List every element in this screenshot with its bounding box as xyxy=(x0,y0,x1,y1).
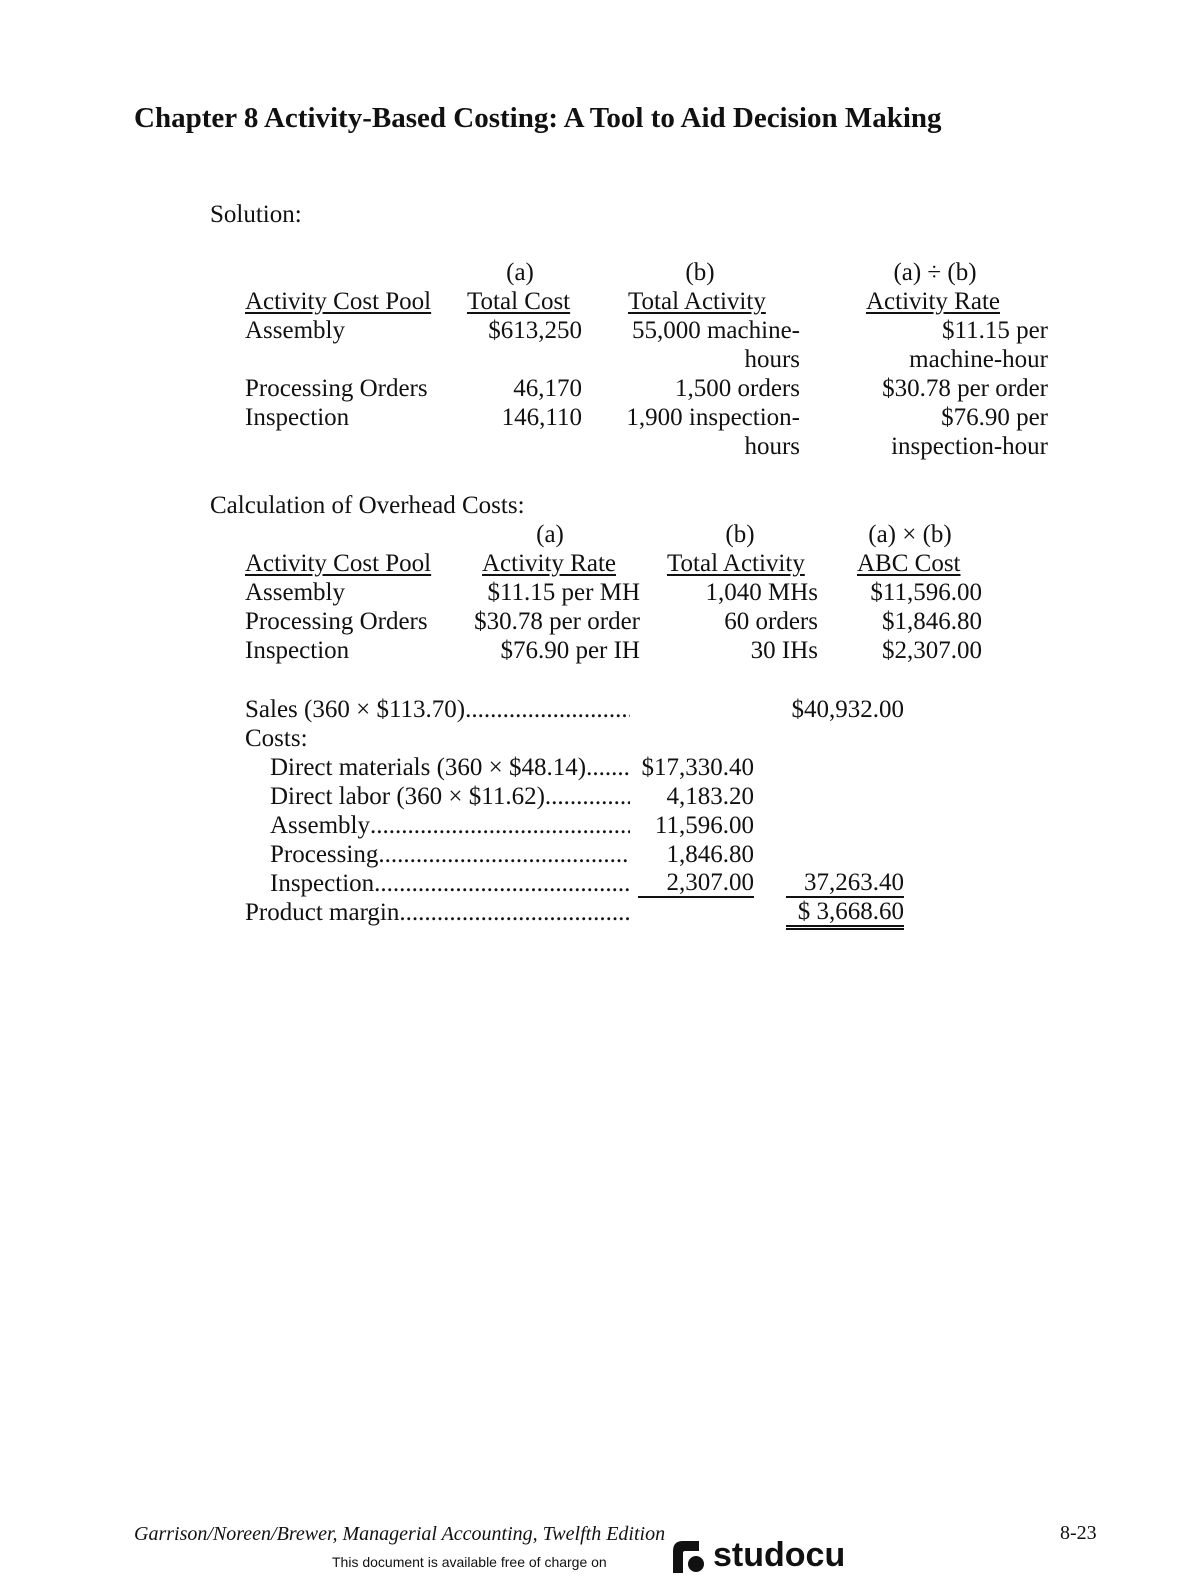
cost-line xyxy=(270,869,630,898)
table-row-activity: 55,000 machine- xyxy=(631,317,800,344)
availability-text: This document is available free of charge on xyxy=(332,1554,607,1570)
studocu-wordmark: studocu xyxy=(713,1536,846,1574)
cost-line-value: 1,846.80 xyxy=(666,841,754,868)
leader-dots xyxy=(586,753,630,782)
table-row-pool: Processing Orders xyxy=(245,608,428,635)
cost-line-value: 4,183.20 xyxy=(666,783,754,810)
sales-label: Sales (360 × $113.70) xyxy=(245,696,466,723)
cost-line-value: 2,307.00 xyxy=(638,869,754,898)
header-activity-cost-pool: Activity Cost Pool xyxy=(245,550,432,577)
cost-line-label: Assembly xyxy=(270,812,370,839)
margin-label: Product margin xyxy=(245,899,400,926)
margin-line xyxy=(245,898,630,927)
cost-line-label: Processing xyxy=(270,841,379,868)
table-row-pool: Assembly xyxy=(245,317,345,344)
table-row-rate: $11.15 per MH xyxy=(487,579,640,606)
table-row-activity: 30 IHs xyxy=(750,637,818,664)
leader-dots xyxy=(399,898,630,927)
table-row-pool: Inspection xyxy=(245,404,350,431)
margin-value: $ 3,668.60 xyxy=(786,898,904,930)
table-row-activity: 1,040 MHs xyxy=(705,579,818,606)
col-label-a-div-b: (a) ÷ (b) xyxy=(893,259,977,286)
cost-line-value: $17,330.40 xyxy=(641,754,754,781)
table-row-rate: $11.15 per xyxy=(942,317,1048,344)
studocu-logo[interactable] xyxy=(665,1536,845,1575)
leader-dots xyxy=(465,695,630,724)
table-row-activity: 1,900 inspection- xyxy=(626,404,800,431)
costs-label: Costs: xyxy=(245,725,308,752)
table-row-activity: 1,500 orders xyxy=(675,375,800,402)
header-activity-rate: Activity Rate xyxy=(482,550,616,577)
table-row-activity: 60 orders xyxy=(724,608,818,635)
cost-line-label: Inspection xyxy=(270,870,375,897)
table-row-cost: 46,170 xyxy=(513,375,582,402)
table-row-rate: $30.78 per order xyxy=(882,375,1048,402)
table-row-cost: 146,110 xyxy=(501,404,582,431)
table-row-cost: $11,596.00 xyxy=(870,579,982,606)
table-row-activity-cont: hours xyxy=(744,433,800,460)
page-number: 8-23 xyxy=(1060,1522,1097,1544)
header-activity-rate: Activity Rate xyxy=(866,288,1000,315)
sales-value: $40,932.00 xyxy=(791,696,904,723)
cost-line xyxy=(270,811,630,840)
table-row-pool: Processing Orders xyxy=(245,375,428,402)
leader-dots xyxy=(378,840,630,869)
sales-line xyxy=(245,695,630,724)
citation: Garrison/Noreen/Brewer, Managerial Accounting, Twelfth Edition xyxy=(134,1523,666,1545)
table-row-cost: $613,250 xyxy=(488,317,582,344)
header-abc-cost: ABC Cost xyxy=(857,550,961,577)
table-row-rate: $30.78 per order xyxy=(474,608,640,635)
cost-line-value: 11,596.00 xyxy=(654,812,754,839)
calc-label: Calculation of Overhead Costs: xyxy=(210,492,525,519)
cost-line xyxy=(270,753,630,782)
header-total-activity: Total Activity xyxy=(628,288,766,315)
table-row-activity-cont: hours xyxy=(744,346,800,373)
table-row-rate: $76.90 per xyxy=(941,404,1048,431)
solution-label: Solution: xyxy=(210,201,302,228)
header-total-activity: Total Activity xyxy=(667,550,805,577)
col-label-a-times-b: (a) × (b) xyxy=(868,521,952,548)
header-total-cost: Total Cost xyxy=(467,288,571,315)
cost-line xyxy=(270,840,630,869)
table-row-pool: Assembly xyxy=(245,579,345,606)
leader-dots xyxy=(545,782,630,811)
header-activity-cost-pool: Activity Cost Pool xyxy=(245,288,432,315)
leader-dots xyxy=(370,811,630,840)
total-costs-value: 37,263.40 xyxy=(786,869,904,898)
table-row-rate-cont: inspection-hour xyxy=(891,433,1048,460)
cost-line xyxy=(270,782,630,811)
cost-line-label: Direct labor (360 × $11.62) xyxy=(270,783,545,810)
table-row-rate-cont: machine-hour xyxy=(909,346,1048,373)
leader-dots xyxy=(374,869,630,898)
table-row-rate: $76.90 per IH xyxy=(500,637,640,664)
studocu-logo-icon xyxy=(669,1537,707,1575)
table-row-cost: $1,846.80 xyxy=(882,608,982,635)
col-label-b: (b) xyxy=(685,259,715,286)
cost-line-label: Direct materials (360 × $48.14) xyxy=(270,754,587,781)
page-title: Chapter 8 Activity-Based Costing: A Tool to Aid Decision Making xyxy=(134,102,942,134)
table-row-cost: $2,307.00 xyxy=(882,637,982,664)
col-label-b: (b) xyxy=(725,521,755,548)
col-label-a: (a) xyxy=(536,521,564,548)
table-row-pool: Inspection xyxy=(245,637,350,664)
col-label-a: (a) xyxy=(506,259,534,286)
